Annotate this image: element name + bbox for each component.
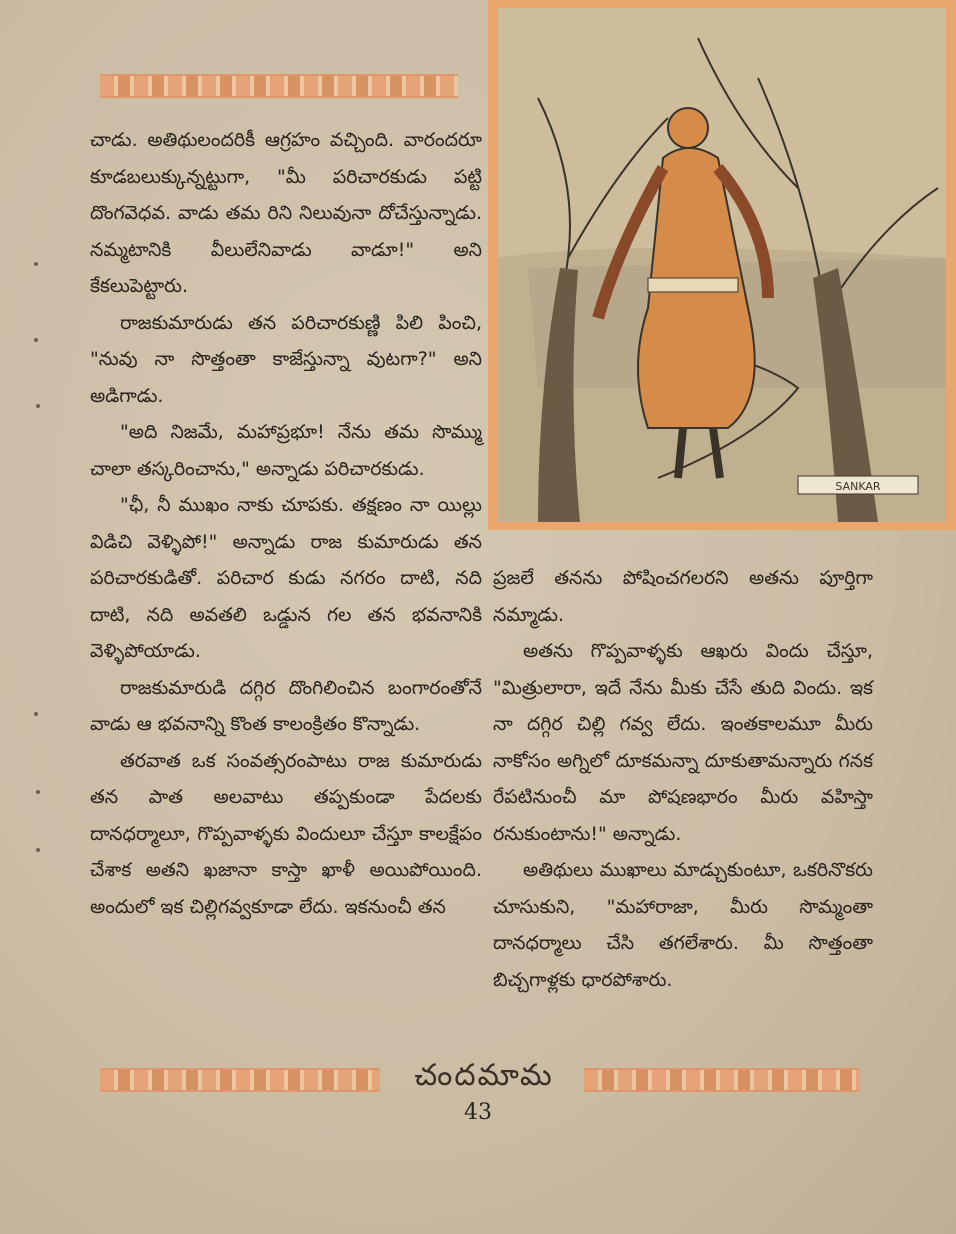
paragraph: రాజకుమారుడి దగ్గిర దొంగిలించిన బంగారంతోనే వాడు ఆ భవనాన్ని కొంత కాలంక్రితం కొన్నాడు. bbox=[90, 676, 482, 735]
paragraph: "ఛీ, నీ ముఖం నాకు చూపకు. తక్షణం నా యిల్లు విడిచి వెళ్ళిపో!" అన్నాడు రాజ కుమారుడు తన పరిచారకుడితో. పరిచార కుడు నగరం దాటి, నది దాటి, నది అవతలి ఒడ్డున గల తన భవనానికి వెళ్ళిపోయాడు. bbox=[90, 494, 482, 662]
paragraph: ప్రజలే తనను పోషించగలరని అతను పూర్తిగా నమ్మాడు. bbox=[493, 567, 873, 626]
magazine-title: చందమామ bbox=[414, 1058, 554, 1093]
footer-ornament-left bbox=[100, 1068, 380, 1092]
illustration-artwork bbox=[498, 8, 946, 522]
paragraph: తరవాత ఒక సంవత్సరంపాటు రాజ కుమారుడు తన పాత అలవాటు తప్పకుండా పేదలకు దానధర్మాలూ, గొప్పవాళ్ళకు విందులూ చేస్తూ కాలక్షేపం చేశాక అతని ఖజానా కాస్తా ఖాళీ అయిపోయింది. అందులో ఇక చిల్లిగవ్వకూడా లేదు. ఇకనుంచీ తన bbox=[90, 749, 482, 918]
margin-mark bbox=[36, 790, 40, 794]
turban-shape bbox=[668, 108, 708, 148]
margin-mark bbox=[34, 338, 38, 342]
footer-ornament-right bbox=[584, 1068, 860, 1092]
margin-mark bbox=[36, 848, 40, 852]
story-illustration bbox=[488, 0, 956, 530]
margin-mark bbox=[34, 262, 38, 266]
right-text-column bbox=[493, 560, 873, 998]
left-text-column bbox=[90, 122, 482, 925]
paragraph: అతను గొప్పవాళ్ళకు ఆఖరు విందు చేస్తూ, "మిత్రులారా, ఇదే నేను మీకు చేసే తుది విందు. ఇక నా దగ్గిర చిల్లి గవ్వ లేదు. ఇంతకాలమూ మీరు నాకోసం అగ్నిలో దూకమన్నా దూకుతామన్నారు గనక రేపటినుంచీ మా పోషణభారం మీరు వహిస్తా రనుకుంటాను!" అన్నాడు. bbox=[493, 640, 873, 845]
margin-mark bbox=[34, 712, 38, 716]
artist-signature: SANKAR bbox=[835, 480, 881, 493]
page-number: 43 bbox=[464, 1100, 492, 1125]
margin-mark bbox=[36, 404, 40, 408]
paragraph: "అది నిజమే, మహాప్రభూ! నేను తమ సొమ్ము చాలా తస్కరించాను," అన్నాడు పరిచారకుడు. bbox=[90, 421, 482, 480]
top-ornament-band bbox=[100, 74, 458, 98]
paragraph: రాజకుమారుడు తన పరిచారకుణ్ణి పిలి పించి, "నువు నా సొత్తంతా కాజేస్తున్నా వుటగా?" అని అడిగాడు. bbox=[90, 311, 482, 407]
paragraph: చాడు. అతిథులందరికీ ఆగ్రహం వచ్చింది. వారందరూ కూడబలుక్కున్నట్టుగా, "మీ పరిచారకుడు పట్టి దొంగవెధవ. వాడు తమ రిని నిలువునా దోచేస్తున్నాడు. నమ్మటానికి వీలులేనివాడు వాడూ!" అని కేకలుపెట్టారు. bbox=[90, 129, 482, 297]
paragraph: అతిథులు ముఖాలు మాడ్చుకుంటూ, ఒకరినొకరు చూసుకుని, "మహారాజా, మీరు సొమ్మంతా దానధర్మాలు చేసి తగలేశారు. మీ సొత్తంతా బిచ్చగాళ్లకు ధారపోశారు. bbox=[493, 859, 873, 991]
